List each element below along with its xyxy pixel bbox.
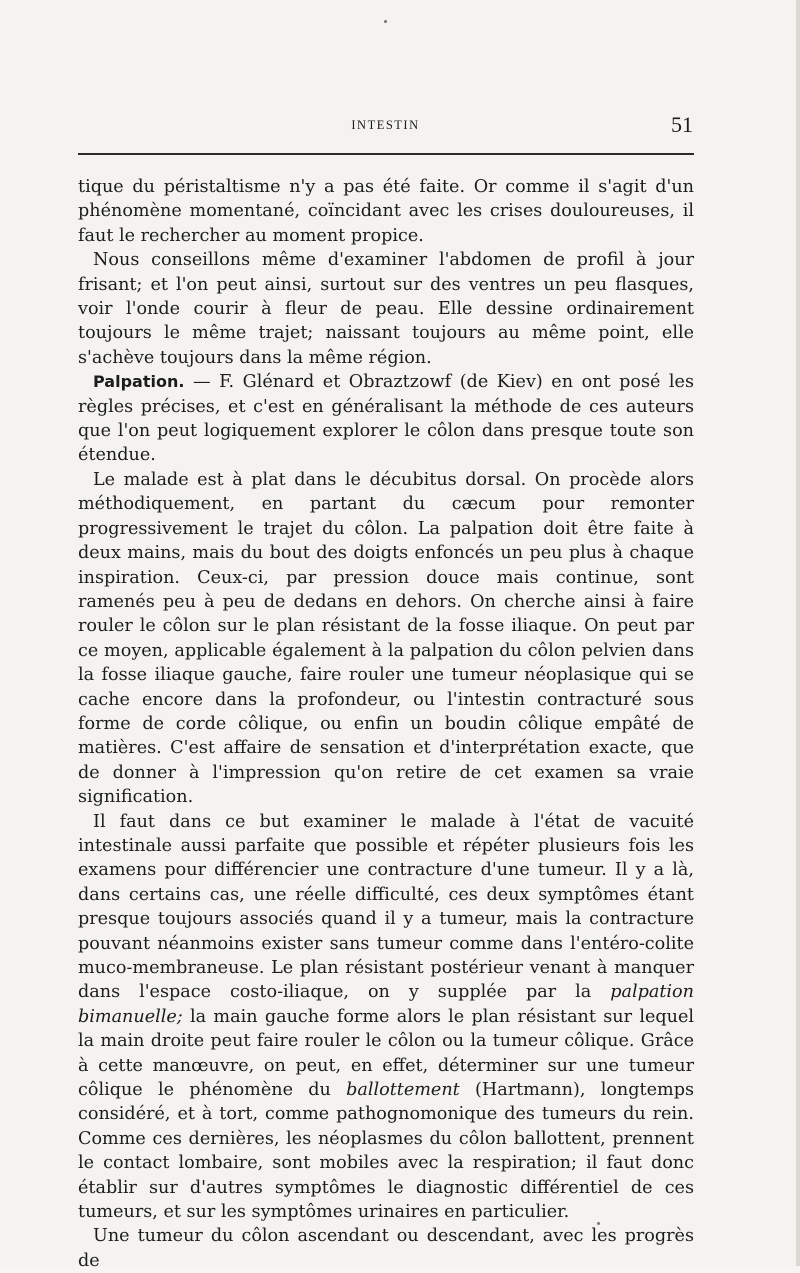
paragraph-5-part-a: Il faut dans ce but examiner le malade à l'état de vacuité intestinale aussi parfaite que possible et répéter plusieurs fois les examens pour différencier une contracture d'une tumeur. Il y a là, dans certains cas, une réelle difficulté, ces deux symptômes étant presque toujours associés quand il y a tumeur, mais la contracture pouvant néanmoins exister sans tumeur comme dans l'entéro-colite muco-membraneuse. Le plan résistant postérieur venant à manquer dans l'espace costo-iliaque, on y supplée par la bbox=[78, 811, 694, 1003]
page-number: 51 bbox=[671, 112, 693, 137]
running-title: INTESTIN bbox=[351, 118, 420, 132]
header-rule bbox=[78, 153, 694, 155]
paragraph-3 bbox=[78, 370, 694, 468]
body-text bbox=[78, 175, 694, 1273]
paragraph-1: tique du péristaltisme n'y a pas été faite. Or comme il s'agit d'un phénomène momentané, coïncidant avec les crises douloureuses, il faut le rechercher au moment propice. bbox=[78, 177, 694, 246]
paragraph-4: Le malade est à plat dans le décubitus dorsal. On procède alors méthodiquement, en partant du cæcum pour remonter progressivement le trajet du côlon. La palpation doit être faite à deux mains, mais du bout des doigts enfoncés un peu plus à chaque inspiration. Ceux-ci, par pression douce mais continue, sont ramenés peu à peu de dedans en dehors. On cherche ainsi à faire rouler le côlon sur le plan résistant de la fosse iliaque. On peut par ce moyen, applicable également à la palpation du côlon pelvien dans la fosse iliaque gauche, faire rouler une tumeur néoplasique qui se cache encore dans la profondeur, ou l'intestin contracturé sous forme de corde côlique, ou enfin un boudin côlique empâté de matières. C'est affaire de sensation et d'interprétation exacte, que de donner à l'impression qu'on retire de cet examen sa vraie signification. bbox=[78, 469, 694, 808]
paragraph-5-part-b: la main gauche forme alors le plan résistant sur lequel la main droite peut faire rouler le côlon ou la tumeur côlique. Grâce à cette manœuvre, on peut, en effet, déterminer sur une tumeur côlique le phénomène du bbox=[78, 1006, 694, 1101]
paragraph-6: Une tumeur du côlon ascendant ou descendant, avec les progrès de bbox=[78, 1226, 694, 1271]
print-speck bbox=[384, 20, 387, 23]
page-edge-shadow bbox=[796, 0, 800, 1266]
print-speck bbox=[597, 1222, 600, 1225]
paragraph-5 bbox=[78, 810, 694, 1225]
paragraph-3-text: — F. Glénard et Obraztzowf (de Kiev) en ont posé les règles précises, et c'est en généralisant la méthode de ces auteurs que l'on peut logiquement explorer le côlon dans presque toute son étendue. bbox=[78, 372, 694, 466]
term-palpation-bimanuelle: palpation bimanuelle; bbox=[78, 982, 694, 1027]
running-head bbox=[78, 112, 693, 142]
paragraph-2: Nous conseillons même d'examiner l'abdomen de profil à jour frisant; et l'on peut ainsi, surtout sur des ventres un peu flasques, voir l'onde courir à fleur de peau. Elle dessine ordinairement toujours le même trajet; naissant toujours au même point, elle s'achève toujours dans la même région. bbox=[78, 250, 694, 368]
section-heading-palpation: Palpation. bbox=[93, 372, 185, 392]
paragraph-5-part-c: (Hartmann), longtemps considéré, et à tort, comme pathognomonique des tumeurs du rein. Comme ces dernières, les néoplasmes du côlon ballottent, prennent le contact lombaire, sont mobiles avec la respiration; il faut donc établir sur d'autres symptômes le diagnostic différentiel de ces tumeurs, et sur les symptômes urinaires en particulier. bbox=[78, 1080, 694, 1223]
term-ballottement: ballottement bbox=[346, 1080, 460, 1101]
